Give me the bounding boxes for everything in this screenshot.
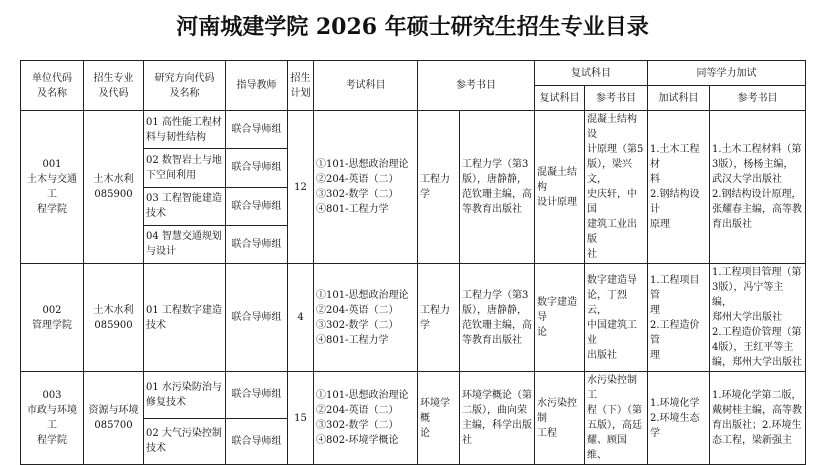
unit-cell: 001 土木与交通工 程学院 — [21, 111, 84, 264]
direction-cell: 02 大气污染控制 技术 — [144, 418, 226, 465]
book-detail-cell: 工程力学（第3 版），唐静静， 范钦珊主编，高 等教育出版社 — [460, 111, 535, 264]
exam-cell: ①101-思想政治理论 ②204-英语（二） ③302-数学（二） ④801-工程力学 — [314, 111, 418, 264]
unit-cell: 003 市政与环境工 程学院 — [21, 372, 84, 465]
retest-subject-cell: 混凝土结构 设计原理 — [535, 111, 585, 264]
advisor-cell: 联合导师组 — [226, 225, 288, 263]
header-advisor: 指导教师 — [226, 61, 288, 111]
retest-books-cell: 数字建造导 论，丁烈云， 中国建筑工业 出版社 — [585, 264, 648, 372]
book-subject-cell: 工程力学 — [418, 111, 460, 264]
unit-cell: 002 管理学院 — [21, 264, 84, 372]
advisor-cell: 联合导师组 — [226, 111, 288, 149]
equiv-subject-cell: 1.环境化学 2.环境生态学 — [648, 372, 710, 465]
equiv-books-cell: 1.工程项目管理（第 3版），冯宁等主编， 郑州大学出版社 2.工程造价管理（第 4版），王红平等主 编，郑州大学出版社 — [710, 264, 806, 372]
advisor-cell: 联合导师组 — [226, 264, 288, 372]
book-detail-cell: 工程力学（第3 版），唐静静， 范钦珊主编，高 等教育出版社 — [460, 264, 535, 372]
direction-cell: 02 数智岩土与地 下空间利用 — [144, 149, 226, 187]
quota-cell: 15 — [288, 372, 314, 465]
direction-cell: 03 工程智能建造 技术 — [144, 187, 226, 225]
book-subject-cell: 环境学概 论 — [418, 372, 460, 465]
retest-books-cell: 混凝土结构设 计原理（第5 版），梁兴文， 史庆轩，中国 建筑工业出版 社 — [585, 111, 648, 264]
equiv-books-cell: 1.土木工程材料（第 3版），杨杨主编， 武汉大学出版社 2.钢结构设计原理， 张耀春主编，高等教 育出版社 — [710, 111, 806, 264]
exam-cell: ①101-思想政治理论 ②204-英语（二） ③302-数学（二） ④802-环境学概论 — [314, 372, 418, 465]
major-cell: 资源与环境 085700 — [84, 372, 144, 465]
book-subject-cell: 工程力学 — [418, 264, 460, 372]
major-cell: 土木水利 085900 — [84, 264, 144, 372]
advisor-cell: 联合导师组 — [226, 372, 288, 419]
header-equiv-subject: 加试科目 — [648, 86, 710, 111]
header-books: 参考书目 — [418, 61, 535, 111]
quota-cell: 4 — [288, 264, 314, 372]
header-equiv-books: 参考书目 — [710, 86, 806, 111]
advisor-cell: 联合导师组 — [226, 149, 288, 187]
book-detail-cell: 环境学概论（第 二版），曲向荣 主编，科学出版 社 — [460, 372, 535, 465]
header-direction: 研究方向代码 及名称 — [144, 61, 226, 111]
quota-cell: 12 — [288, 111, 314, 264]
table-row — [21, 372, 806, 419]
header-equiv: 同等学力加试 — [648, 61, 806, 86]
header-exam: 考试科目 — [314, 61, 418, 111]
direction-cell: 01 高性能工程材 料与韧性结构 — [144, 111, 226, 149]
header-retest-subject: 复试科目 — [535, 86, 585, 111]
catalog-body — [21, 111, 806, 465]
retest-subject-cell: 数字建造导 论 — [535, 264, 585, 372]
header-retest: 复试科目 — [535, 61, 648, 86]
retest-subject-cell: 水污染控制 工程 — [535, 372, 585, 465]
retest-books-cell: 水污染控制工 程（下）（第 五版），高廷 耀、顾国维、 — [585, 372, 648, 465]
header-major: 招生专业 及代码 — [84, 61, 144, 111]
advisor-cell: 联合导师组 — [226, 418, 288, 465]
direction-cell: 04 智慧交通规划 与设计 — [144, 225, 226, 263]
header-quota: 招生 计划 — [288, 61, 314, 111]
table-row — [21, 264, 806, 372]
exam-cell: ①101-思想政治理论 ②204-英语（二） ③302-数学（二） ④801-工程力学 — [314, 264, 418, 372]
equiv-subject-cell: 1.工程项目管 理 2.工程造价管 理 — [648, 264, 710, 372]
equiv-books-cell: 1.环境化学第二版， 戴树桂主编，高等教 育出版社；2.环境生 态工程，梁新强主 — [710, 372, 806, 465]
table-row — [21, 111, 806, 149]
header-retest-books: 参考书目 — [585, 86, 648, 111]
header-unit: 单位代码 及名称 — [21, 61, 84, 111]
catalog-table — [20, 60, 806, 465]
page-title: 河南城建学院 2026 年硕士研究生招生专业目录 — [176, 14, 649, 40]
equiv-subject-cell: 1.土木工程材 料 2.钢结构设计 原理 — [648, 111, 710, 264]
direction-cell: 01 水污染防治与 修复技术 — [144, 372, 226, 419]
major-cell: 土木水利 085900 — [84, 111, 144, 264]
advisor-cell: 联合导师组 — [226, 187, 288, 225]
direction-cell: 01 工程数字建造 技术 — [144, 264, 226, 372]
